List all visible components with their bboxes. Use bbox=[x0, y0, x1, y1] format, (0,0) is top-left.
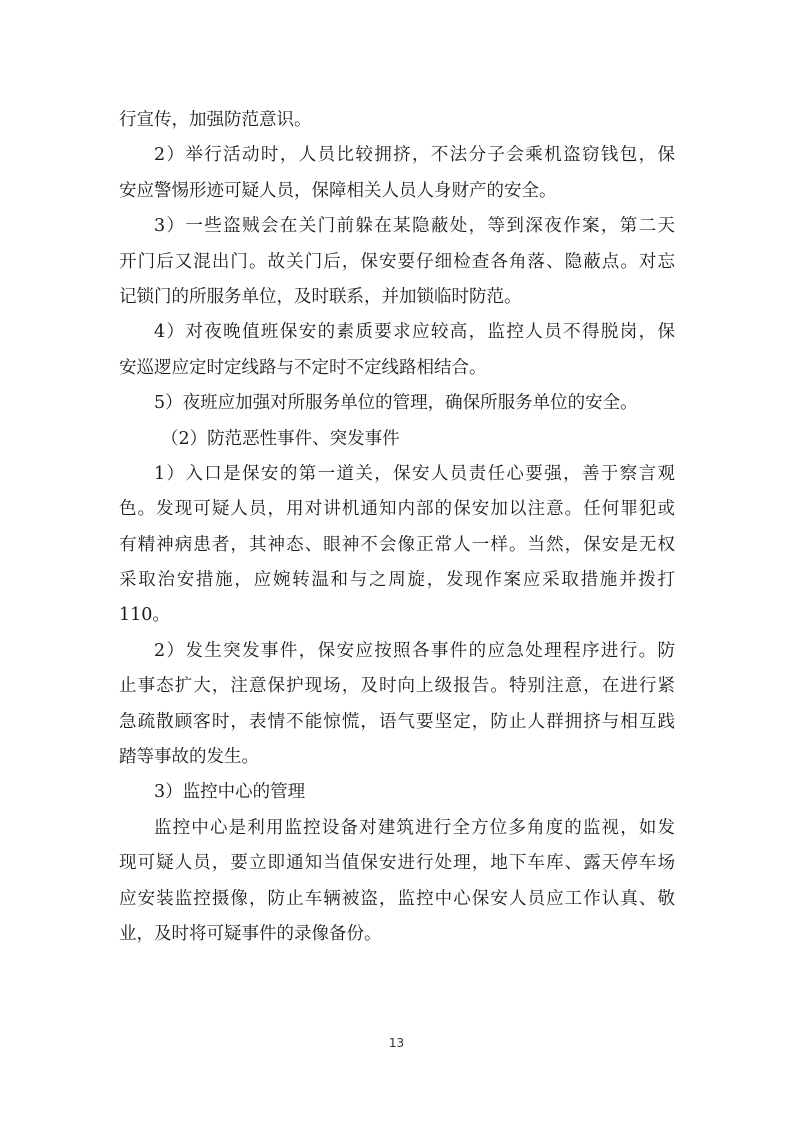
text-line: 安应警惕形迹可疑人员，保障相关人员人身财产的安全。 bbox=[119, 180, 557, 201]
text-line: 止事态扩大，注意保护现场，及时向上级报告。特别注意，在进行紧 bbox=[119, 676, 675, 697]
text-line: 2）发生突发事件，保安应按照各事件的应急处理程序进行。防 bbox=[154, 640, 675, 661]
text-line: 色。发现可疑人员，用对讲机通知内部的保安加以注意。任何罪犯或 bbox=[119, 499, 675, 520]
body-text bbox=[119, 103, 675, 952]
section-heading: （2）防范恶性事件、突发事件 bbox=[161, 428, 400, 449]
page-number: 13 bbox=[388, 1036, 405, 1050]
text-line: 行宣传，加强防范意识。 bbox=[119, 110, 312, 130]
text-line: 踏等事故的发生。 bbox=[119, 747, 259, 768]
text-line: 安巡逻应定时定线路与不定时不定线路相结合。 bbox=[119, 357, 487, 378]
text-line: 急疏散顾客时，表情不能惊慌，语气要坚定，防止人群拥挤与相互践 bbox=[119, 711, 675, 732]
text-line: 现可疑人员，要立即通知当值保安进行处理，地下车库、露天停车场 bbox=[119, 853, 675, 874]
text-line: 1）入口是保安的第一道关，保安人员责任心要强，善于察言观 bbox=[154, 463, 675, 484]
text-line: 5）夜班应加强对所服务单位的管理，确保所服务单位的安全。 bbox=[154, 393, 638, 414]
text-line: 3）一些盗贼会在关门前躲在某隐蔽处，等到深夜作案，第二天 bbox=[154, 216, 675, 237]
text-line: 采取治安措施，应婉转温和与之周旋，发现作案应采取措施并拨打 bbox=[119, 570, 675, 591]
text-line: 有精神病患者，其神态、眼神不会像正常人一样。当然，保安是无权 bbox=[119, 534, 675, 555]
text-line: 4）对夜晚值班保安的素质要求应较高，监控人员不得脱岗，保 bbox=[154, 322, 675, 343]
section-heading: 3）监控中心的管理 bbox=[154, 782, 306, 803]
text-line: 监控中心是利用监控设备对建筑进行全方位多角度的监视，如发 bbox=[154, 817, 675, 838]
text-line: 开门后又混出门。故关门后，保安要仔细检查各角落、隐蔽点。对忘 bbox=[119, 251, 675, 272]
text-line: 记锁门的所服务单位，及时联系，并加锁临时防范。 bbox=[119, 286, 522, 307]
text-line: 业，及时将可疑事件的录像备份。 bbox=[119, 923, 382, 944]
text-line: 110。 bbox=[119, 605, 170, 626]
text-line: 2）举行活动时，人员比较拥挤，不法分子会乘机盗窃钱包，保 bbox=[154, 145, 675, 166]
text-line: 应安装监控摄像，防止车辆被盗，监控中心保安人员应工作认真、敬 bbox=[119, 888, 675, 909]
